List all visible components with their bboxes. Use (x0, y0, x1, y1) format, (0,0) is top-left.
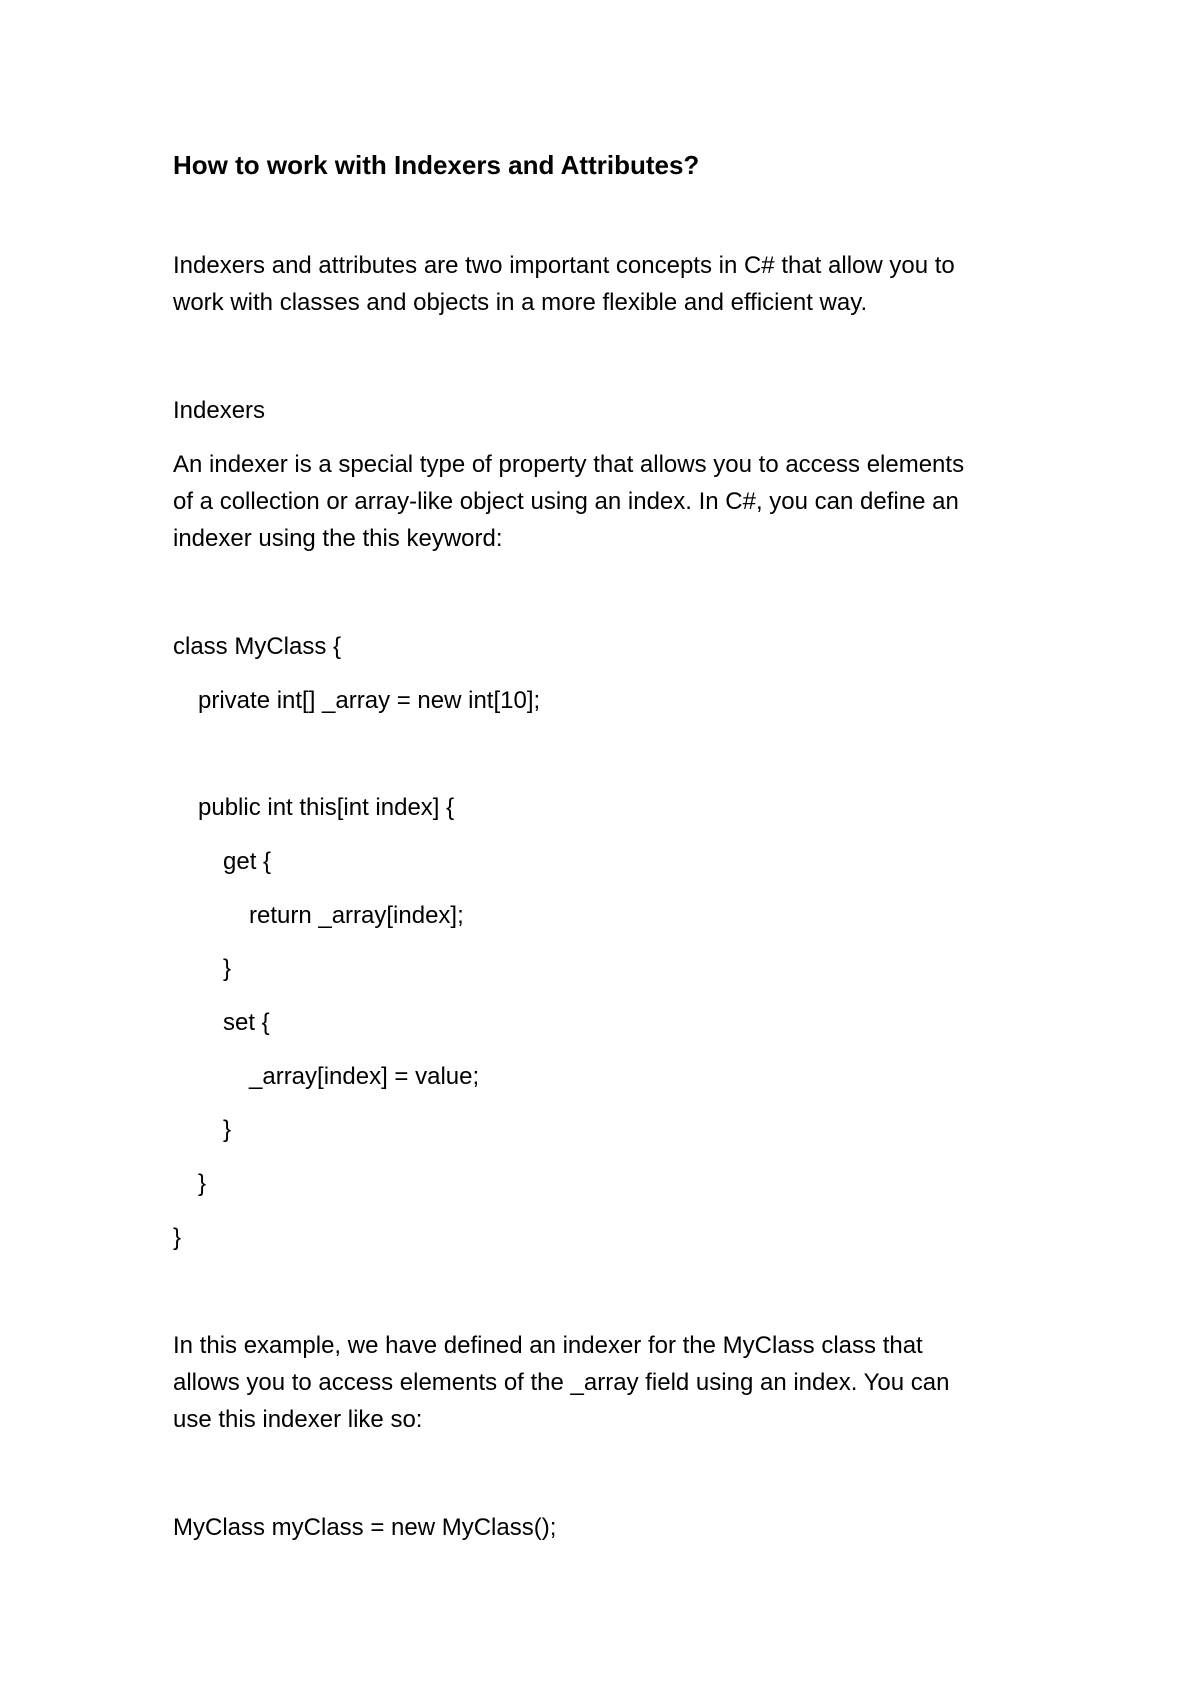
code-line: } (173, 1224, 182, 1251)
code-line: public int this[int index] { (198, 794, 455, 821)
code-line: } (223, 1116, 232, 1143)
description-line-3: indexer using the this keyword: (173, 525, 503, 552)
code-line: private int[] _array = new int[10]; (198, 687, 541, 714)
section-heading-indexers: Indexers (173, 397, 266, 424)
description-line-1: An indexer is a special type of property that allows you to access elements (173, 451, 965, 478)
code-line: return _array[index]; (249, 902, 464, 929)
code-line: class MyClass { (173, 633, 342, 660)
code-line: set { (223, 1009, 270, 1036)
description-line-2: of a collection or array-like object using an index. In C#, you can define an (173, 488, 959, 515)
usage-code-line: MyClass myClass = new MyClass(); (173, 1514, 557, 1541)
intro-line-2: work with classes and objects in a more flexible and efficient way. (173, 289, 868, 316)
explanation-line-3: use this indexer like so: (173, 1406, 423, 1433)
intro-line-1: Indexers and attributes are two important concepts in C# that allow you to (173, 252, 955, 279)
document-title: How to work with Indexers and Attributes? (173, 150, 700, 180)
code-line: _array[index] = value; (249, 1063, 480, 1090)
code-line: } (223, 955, 232, 982)
explanation-line-1: In this example, we have defined an indexer for the MyClass class that (173, 1332, 923, 1359)
code-line: get { (223, 848, 272, 875)
explanation-line-2: allows you to access elements of the _array field using an index. You can (173, 1369, 950, 1396)
code-line: } (198, 1170, 207, 1197)
